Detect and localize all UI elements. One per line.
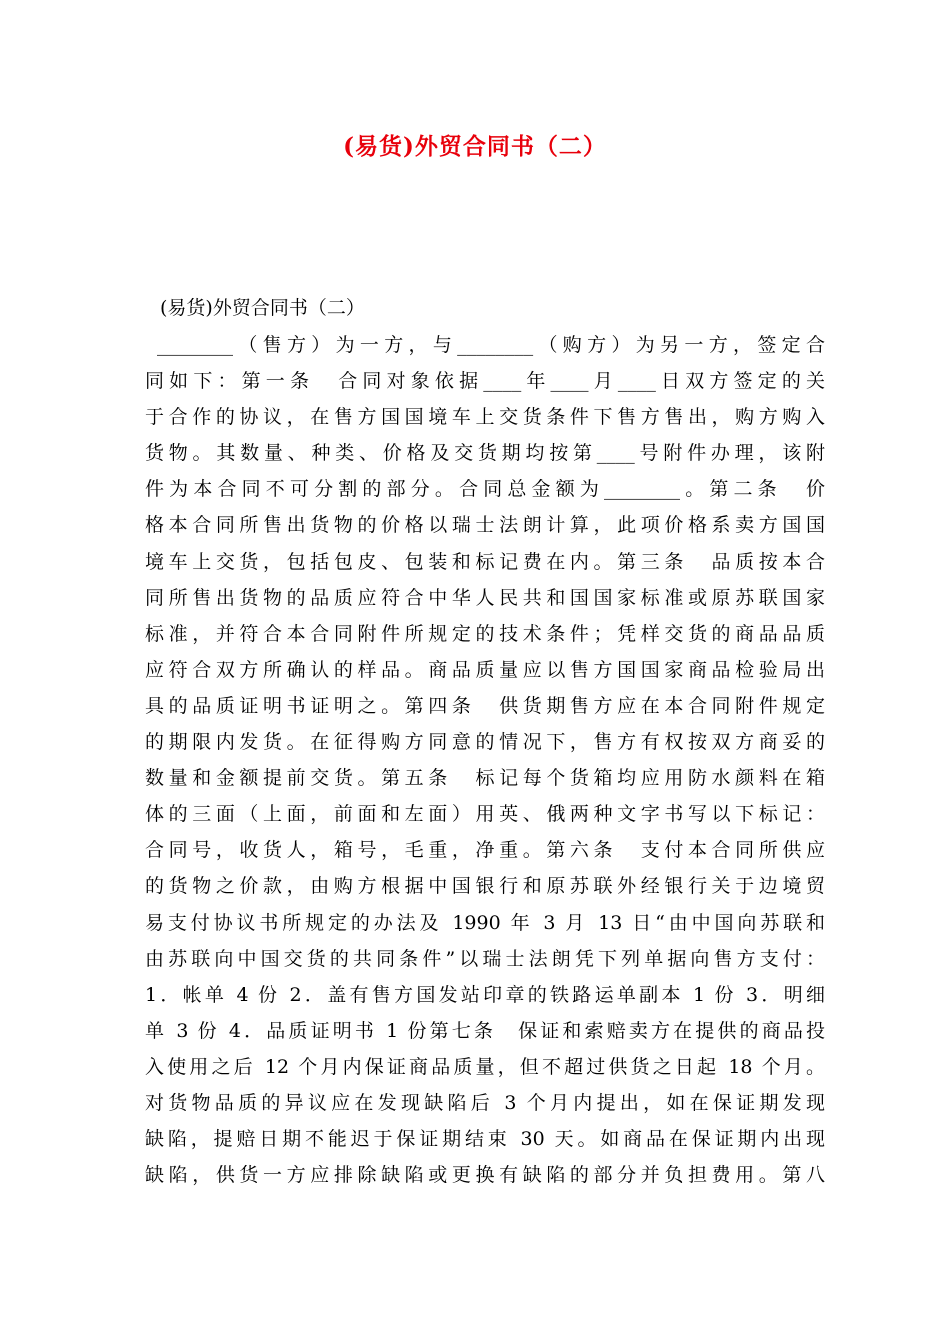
- body-line: 单 3 份 4．品质证明书 1 份第七条 保证和索赔卖方在提供的商品投: [145, 1019, 825, 1042]
- body-line: 易支付协议书所规定的办法及 1990 年 3 月 13 日“由中国向苏联和: [145, 911, 825, 934]
- body-line: 货物。其数量、种类、价格及交货期均按第____号附件办理，该附: [145, 442, 825, 465]
- document-body: [145, 327, 825, 1193]
- body-line: 应符合双方所确认的样品。商品质量应以售方国国家商品检验局出: [145, 658, 825, 681]
- body-line: 于合作的协议，在售方国国境车上交货条件下售方售出，购方购入: [145, 406, 825, 429]
- body-line: 对货物品质的异议应在发现缺陷后 3 个月内提出，如在保证期发现: [145, 1091, 825, 1114]
- body-line: 格本合同所售出货物的价格以瑞士法朗计算，此项价格系卖方国国: [145, 514, 825, 537]
- body-line: 1．帐单 4 份 2．盖有售方国发站印章的铁路运单副本 1 份 3．明细: [145, 983, 825, 1006]
- body-line: 具的品质证明书证明之。第四条 供货期售方应在本合同附件规定: [145, 694, 825, 717]
- body-line: 数量和金额提前交货。第五条 标记每个货箱均应用防水颜料在箱: [145, 767, 825, 790]
- body-line: 的货物之价款，由购方根据中国银行和原苏联外经银行关于边境贸: [145, 875, 825, 898]
- body-line: 合同号，收货人，箱号，毛重，净重。第六条 支付本合同所供应: [145, 839, 825, 862]
- body-line: ________（售方）为一方，与________（购方）为另一方，签定合: [157, 334, 825, 356]
- body-line: 入使用之后 12 个月内保证商品质量，但不超过供货之日起 18 个月。: [145, 1055, 825, 1078]
- body-line: 缺陷，提赔日期不能迟于保证期结束 30 天。如商品在保证期内出现: [145, 1128, 825, 1151]
- body-line: 体的三面（上面，前面和左面）用英、俄两种文字书写以下标记：: [145, 803, 825, 826]
- body-line: 标准，并符合本合同附件所规定的技术条件；凭样交货的商品品质: [145, 622, 825, 645]
- body-line: 的期限内发货。在征得购方同意的情况下，售方有权按双方商妥的: [145, 731, 825, 754]
- body-line: 同所售出货物的品质应符合中华人民共和国国家标准或原苏联国家: [145, 586, 825, 609]
- body-line: 缺陷，供货一方应排除缺陷或更换有缺陷的部分并负担费用。第八: [145, 1164, 825, 1187]
- document-title: (易货)外贸合同书（二）: [343, 133, 607, 160]
- body-line: 同如下：第一条 合同对象依据____年____月____日双方签定的关: [145, 370, 825, 393]
- body-line: 由苏联向中国交货的共同条件”以瑞士法朗凭下列单据向售方支付：: [145, 947, 825, 970]
- body-line: 件为本合同不可分割的部分。合同总金额为________。第二条 价: [145, 478, 825, 501]
- document-subtitle: (易货)外贸合同书（二）: [160, 297, 365, 319]
- body-line: 境车上交货，包括包皮、包装和标记费在内。第三条 品质按本合: [145, 550, 825, 573]
